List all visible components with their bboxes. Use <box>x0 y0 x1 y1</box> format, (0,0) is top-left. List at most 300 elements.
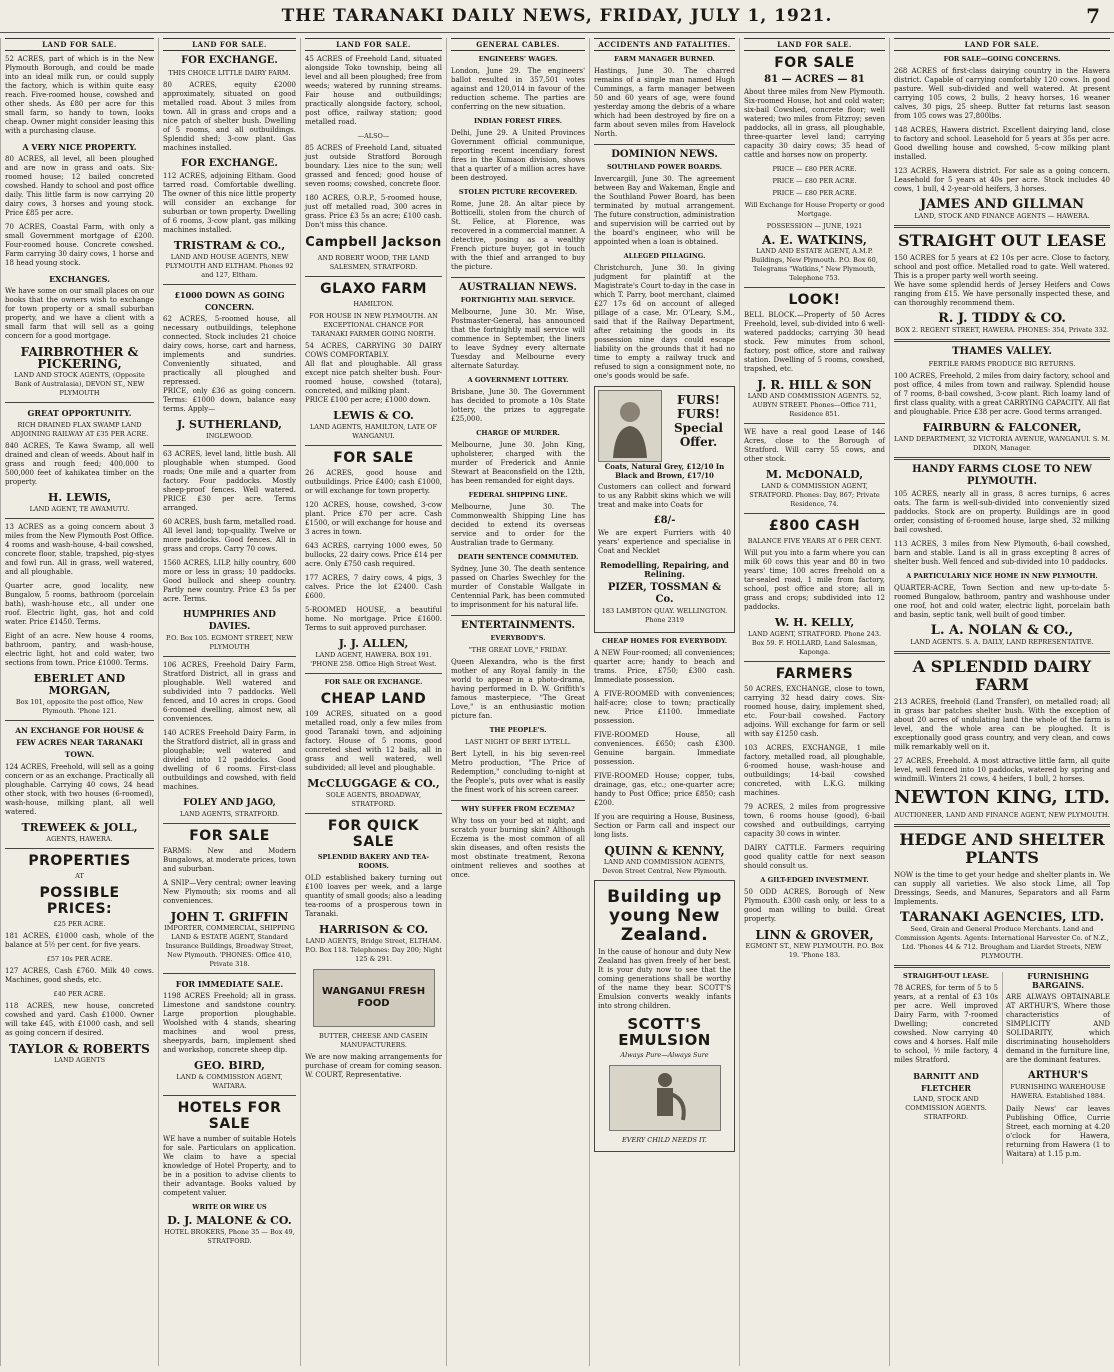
agent-address: LAND AND STOCK AGENTS, (Opposite Bank of Australasia), DEVON ST., NEW PLYMOUTH <box>14 371 145 397</box>
lease-ad <box>894 972 998 1164</box>
divider <box>894 457 1110 460</box>
ad-heading: 81 — ACRES — 81 <box>764 74 865 85</box>
section-heading: AUSTRALIAN NEWS. <box>459 282 577 293</box>
classified-ad <box>744 549 885 612</box>
ad-text: 70 ACRES, Coastal Farm, with only a small Government mortgage of £200. Four-roomed house. Concrete cowshed. Farm carrying 30 dairy cows, 1 horse and 18 head young stock. <box>5 223 154 267</box>
section-heading: £800 CASH <box>768 518 861 534</box>
classified-ad <box>163 992 296 1055</box>
ad-footer: EVERY CHILD NEEDS IT. <box>622 1136 707 1144</box>
agent-name: FAIRBROTHER & PICKERING, <box>20 345 139 371</box>
news-item <box>451 817 585 880</box>
fisherman-icon <box>635 1068 695 1128</box>
news-item <box>594 175 735 247</box>
bottom-ads-row <box>894 972 1110 1164</box>
section-heading: ENTERTAINMENTS. <box>460 620 576 631</box>
ad-text: 1198 ACRES Freehold; all in grass. Limestone and sandstone country. Large proportion ploughable. Woolshed with 4 stands, shearing machines and wool press, sheepyards, barn, implement shed and workshop, concrete sheep dip. <box>163 992 296 1054</box>
classified-ad <box>894 540 1110 567</box>
column-header: LAND FOR SALE. <box>305 38 442 51</box>
divider <box>451 277 585 278</box>
column-6 <box>739 38 889 1366</box>
ad-text: 112 ACRES, adjoining Eltham. Good tarred road. Comfortable dwelling. The owner of this nice little property will consider an exchange for suburban or town property. Dwelling of 6 rooms, 3-cow plant, gas milking machines installed. <box>163 172 296 234</box>
divider <box>894 225 1110 228</box>
section-heading: DOMINION NEWS. <box>611 149 718 160</box>
ad-subheading: HAMILTON. <box>353 300 394 308</box>
section-heading: LOOK! <box>788 292 841 308</box>
ad-subheading: FERTILE FARMS PRODUCE BIG RETURNS. <box>928 360 1076 368</box>
ad-text: 840 ACRES, Te Kawa Swamp, all well drained and clean of weeds. About half in grass and rough feed; 400,000 to 500,000 feet of kahikatea timber on the property. <box>5 442 154 486</box>
classified-ad <box>594 772 735 808</box>
divider <box>305 673 442 674</box>
agent-address: HOTEL BROKERS, Phone 35 — Box 49, STRATFORD. <box>164 1228 295 1245</box>
divider <box>5 848 154 849</box>
fisherman-illustration <box>609 1065 721 1131</box>
section-heading: FOR SALE <box>189 828 270 844</box>
ad-headline: Building up young New Zealand. <box>607 887 722 945</box>
classified-ad <box>5 582 154 627</box>
agent-name: ARTHUR'S <box>1027 1070 1089 1081</box>
agent-address: Box 101, opposite the post office, New Plymouth. 'Phone 121. <box>15 698 144 715</box>
ad-text: 5-ROOMED HOUSE, a beautiful home. No mortgage. Price £1600. Terms to suit approved purchaser. <box>305 606 442 632</box>
classified-ad <box>305 144 442 189</box>
ad-text: FARMS: New and Modern Bungalows, at moderate prices, town and suburban. <box>163 847 296 873</box>
classified-ad <box>163 1135 296 1198</box>
ad-text: 148 ACRES, Hawera district. Excellent dairying land, close to factory and school. Leasehold for 5 years at 35s per acre. Good dwelling house and cowshed, 5-cow milking plant installed. <box>894 126 1110 161</box>
ad-tagline: Always Pure—Always Sure <box>620 1051 709 1059</box>
news-heading: SOUTHLAND POWER BOARDS. <box>606 163 722 171</box>
agent-name: HARRISON & CO. <box>318 923 429 936</box>
portrait-icon <box>605 394 655 458</box>
ad-text: 27 ACRES, Freehold. A most attractive little farm, all quite level, well fenced into 10 paddocks, watered by spring and windmill. Winters 21 cows, 4 heifers, 1 bull, 2 horses. <box>894 757 1110 783</box>
ad-text: 123 ACRES, Hawera district. For sale as a going concern. Leasehold for 5 years at 40s per acre. Stock includes 40 cows, 1 bull, 4 2-year-old heifers, 3 horses. <box>894 167 1110 193</box>
news-heading: EVERYBODY'S. <box>490 634 546 642</box>
classified-ad <box>894 372 1110 417</box>
ad-text: 105 ACRES, nearly all in grass, 8 acres turnips, 6 acres oats. The farm is well-sub-divided into conveniently sized paddocks. Stock are on property. Buildings are in good order, consisting of 6-roomed house, large shed, 32 milking bail cowshed. <box>894 490 1110 534</box>
classified-ad <box>305 469 442 496</box>
news-text: Brisbane, June 30. The Government has decided to promote a 10s State lottery, the prizes to aggregate £25,000. <box>451 388 585 423</box>
price-heading: £40 PER ACRE. <box>53 990 106 998</box>
classified-ad <box>5 1002 154 1038</box>
classified-ad <box>5 632 154 668</box>
classified-ad <box>5 287 154 341</box>
news-item <box>451 388 585 424</box>
furnishing-ad <box>1002 972 1110 1164</box>
agent-name: FOLEY AND JAGO, <box>183 798 276 808</box>
classified-ad <box>5 155 154 218</box>
ad-text: 118 ACRES, new house, concreted cowshed and yard. Cash £1000. Owner will take £45, with £1000 cash, and sell as going concern if desired. <box>5 1002 154 1037</box>
agent-name: FAIRBURN & FALCONER, <box>922 421 1082 434</box>
classified-ad <box>894 984 998 1065</box>
classified-ad <box>5 523 154 577</box>
ad-text: 52 ACRES, part of which is in the New Plymouth Borough, and could be made into an ideal milk run, or could supply the factory, which is within quite easy reach. Five-roomed house, cowshed and other sheds. As £80 per acre for this small farm, so handy to town, looks cheap. Owner might consider leasing this with a purchasing clause. <box>5 55 154 135</box>
ad-text: 140 ACRES Freehold Dairy Farm, in the Stratford district, all in grass and ploughable; well watered and divided into 12 paddocks. Good dwelling of 6 rooms. First-class outbuildings and cowshed, with field machines. <box>163 729 296 791</box>
news-text: Invercargill, June 30. The agreement between Bay and Wakeman, Engle and the Southland Power Board, has been terminated by mutual arrangement. The future construction, administration and supervision will be carried out by the board's engineer, who will be appointed when a loan is obtained. <box>594 175 735 246</box>
agent-name: A. E. WATKINS, <box>762 233 867 247</box>
ad-text: 13 ACRES as a going concern about 3 miles from the New Plymouth Post Office. 4 rooms and wash-house, 4-bail cowshed, concrete floor, stable, trapshed, pig-styes and fowl run. All in grass, well watered, and all ploughable. <box>5 523 154 576</box>
lady-in-fur-illustration <box>598 390 662 462</box>
column-header: LAND FOR SALE. <box>744 38 885 51</box>
classified-ad <box>305 710 442 773</box>
agent-address: IMPORTER, COMMERCIAL, SHIPPING LAND & ESTATE AGENT, Standard Insurance Buildings, Broadway Street, New Plymouth. 'PHONES: Office 410, Private 318. <box>164 924 295 968</box>
ad-text: 80 ACRES, equity £2000 approximately, situated on good metalled road. About 3 miles from town. All in grass and crops and a nice patch of shelter bush. Dwelling of 5 rooms, and all outbuildings. Splendid shed; 3-cow plant. Gas machines installed. <box>163 81 296 152</box>
news-text: Bert Lytell, in his big seven-reel Metro production, "The Price of Redemption," concluding to-night at the People's, puts over what is easily the finest work of his screen career. <box>451 750 585 794</box>
section-heading: FOR SALE <box>774 55 855 71</box>
section-heading: FOR EXCHANGE. <box>181 55 278 66</box>
classified-ad <box>894 871 1110 907</box>
column-header: LAND FOR SALE. <box>5 38 154 51</box>
agent-name: TAYLOR & ROBERTS <box>9 1042 150 1056</box>
section-heading: PROPERTIES <box>28 853 131 869</box>
news-text: Melbourne, June 30. The Commonwealth Shipping Line has decided to extend its overseas service and to order for the Australian trade to Germany. <box>451 503 585 547</box>
agent-address: LAND, STOCK AND FINANCE AGENTS — HAWERA. <box>914 212 1090 220</box>
classified-ad <box>594 813 735 840</box>
ad-text: FIVE-ROOMED House; copper, tubs, drainage, gas, etc.; one-quarter acre; handy to Post Office; price £850; cash £200. <box>594 772 735 807</box>
ad-text: If you are requiring a House, Business, Section or Farm call and inspect our long lists. <box>594 813 735 839</box>
logo-text: WANGANUI FRESH FOOD <box>321 986 426 1009</box>
ad-text: WE have a number of suitable Hotels for sale. Particulars on application. We claim to have a special knowledge of Hotel Property, and to be in a position to advise clients to their advantage. Books valued by competent valuer. <box>163 1135 296 1197</box>
classified-ad <box>163 559 296 604</box>
ad-text: OLD established bakery turning out £100 loaves per week, and a large quantity of small goods; also a leading tea-rooms of a prosperous town in Taranaki. <box>305 874 442 918</box>
price-heading: £8/- <box>653 515 676 526</box>
ad-subheading: BALANCE FIVE YEARS AT 6 PER CENT. <box>747 537 882 545</box>
ad-text: 213 ACRES, freehold (Land Transfer), on metalled road; all in grass bar patches shelter bush. With the exception of about 20 acres of undulating land the whole of the farm is level, and the whole area can be ploughed. It is exceptionally good grass country, and very clean, and cows milk remarkably well on it. <box>894 698 1110 751</box>
ad-heading: EXCHANGES. <box>49 274 110 284</box>
classified-ad <box>305 574 442 601</box>
agent-address: LAND AND ESTATE AGENT, A.M.P. Buildings, New Plymouth. P.O. Box 60, Telegrams "Watkins," New Plymouth, Telephone 753. <box>751 247 878 282</box>
divider <box>744 287 885 288</box>
classified-ad <box>894 126 1110 162</box>
column-3 <box>300 38 446 1366</box>
agent-address: 183 LAMBTON QUAY. WELLINGTON. Phone 2319 <box>601 607 728 624</box>
divider <box>163 823 296 824</box>
agent-address: LAND AGENT, TE AWAMUTU. <box>29 505 130 513</box>
classified-ad <box>894 254 1110 308</box>
news-heading: INDIAN FOREST FIRES. <box>473 117 563 125</box>
section-heading: POSSIBLE PRICES: <box>39 885 120 917</box>
ad-text: 45 ACRES of Freehold Land, situated alongside Toko township, being all level and all been ploughed; free from weeds; watered by running streams. Fair house and outbuildings; practically alongside factory, school, post office, railway station; good metalled road. <box>305 55 442 126</box>
news-item <box>451 441 585 486</box>
divider <box>894 824 1110 827</box>
ad-text: Quarter acre, good locality, new Bungalow, 5 rooms, bathroom (porcelain bath), wash-house etc., all under one roof. Electric light, gas, hot and cold water. Price £1450. Terms. <box>5 582 154 626</box>
news-heading: CHARGE OF MURDER. <box>476 429 560 437</box>
classified-ad <box>598 948 731 1011</box>
ad-text: 50 ACRES, EXCHANGE, close to town, carrying 32 head dairy cows. Six-roomed house, dairy, implement shed, etc. Four-bail cowshed. Factory adjoins. Will exchange for farm or sell with say £1250 cash. <box>744 685 885 738</box>
news-heading: ALLEGED PILLAGING. <box>623 252 706 260</box>
ad-subheading: BUTTER, CHEESE AND CASEIN MANUFACTURERS. <box>319 1032 428 1049</box>
news-heading: ENGINEERS' WAGES. <box>478 55 558 63</box>
classified-ad <box>163 879 296 906</box>
divider <box>744 423 885 424</box>
section-heading: GREAT OPPORTUNITY. <box>27 408 132 418</box>
ad-heading: A VERY NICE PROPERTY. <box>22 142 137 152</box>
classified-ad <box>5 442 154 487</box>
classified-ad <box>744 803 885 839</box>
classified-ad <box>5 763 154 817</box>
agent-address: LAND AGENTS, Bridge Street, ELTHAM. P.O. Box 118. Telephones: Day 200; Night 125 & 291. <box>305 937 442 963</box>
classified-ad <box>894 490 1110 535</box>
ad-text: In the cause of honour and duty New Zealand has given freely of her best. It is your duty now to see that the coming generations shall be worthy of the name they bear. SCOTT'S Emulsion converts weakly infants into strong children. <box>598 948 731 1010</box>
ad-subheading: THIS CHOICE LITTLE DAIRY FARM. <box>168 69 291 77</box>
news-text: London, June 29. The engineers' ballot resulted in 357,501 votes against and 120,014 in favour of the reduction scheme. The parties are conferring on the new situation. <box>451 67 585 111</box>
news-heading: LAST NIGHT OF BERT LYTELL. <box>465 738 571 746</box>
ad-text: We are now making arrangements for purchase of cream for coming season. W. COURT, Representative. <box>305 1053 442 1079</box>
agent-name: JOHN T. GRIFFIN <box>170 910 289 924</box>
news-text: Delhi, June 29. A United Provinces Government official communique, reporting recent incendiary forest fires in the Kumaon division, shows that a quarter of a million acres have been destroyed. <box>451 129 585 182</box>
classified-ad <box>744 311 885 374</box>
divider <box>163 1095 296 1096</box>
ad-text: 106 ACRES, Freehold Dairy Farm, Stratford District, all in grass and ploughable. Well watered and subdivided into 7 paddocks. Well fenced, and 10 acres in crops. Good 6-roomed dwelling, almost new, all conveniences. <box>163 661 296 723</box>
classified-ad <box>744 88 885 160</box>
agent-address: LAND AGENTS, STRATFORD. <box>179 810 280 818</box>
ad-text: 63 ACRES, level land, little bush. All ploughable when stumped. Good roads; One mile and a quarter from factory. Four paddocks. Mostly sheep-proof fences. Well watered. PRICE £30 per acre. Terms arranged. <box>163 450 296 512</box>
divider <box>594 144 735 145</box>
agent-name: HUMPHRIES AND DAVIES. <box>183 610 276 632</box>
divider <box>5 720 154 721</box>
agent-address: P.O. Box 105. EGMONT STREET, NEW PLYMOUTH <box>166 634 293 651</box>
column-7 <box>889 38 1114 1366</box>
section-heading: HANDY FARMS CLOSE TO NEW PLYMOUTH. <box>912 464 1092 487</box>
news-item <box>451 750 585 795</box>
classified-ad <box>594 649 735 685</box>
classified-ad <box>163 729 296 792</box>
brand-name: SCOTT'S EMULSION <box>618 1015 711 1049</box>
news-item <box>594 67 735 139</box>
news-item <box>594 264 735 381</box>
ad-text: 26 ACRES, good house and outbuildings. Price £400; cash £1000, or will exchange for town property. <box>305 469 442 495</box>
news-item <box>451 129 585 183</box>
ad-text: 268 ACRES of first-class dairying country in the Hawera district. Capable of carrying comfortably 120 cows. In good pasture. Well sub-divided and well watered. At present carrying 105 cows, 2 bulls, 2 heavy horses, 16 weaner calves, 30 pigs, 25 sheep. Butter fat returns last season from 105 cows was 27,800lbs. <box>894 67 1110 120</box>
ad-subheading: A PARTICULARLY NICE HOME IN NEW PLYMOUTH. <box>906 572 1098 580</box>
news-heading: A GOVERNMENT LOTTERY. <box>467 376 569 384</box>
agent-name: TRISTRAM & CO., <box>173 239 286 252</box>
news-heading: FARM MANAGER BURNED. <box>614 55 715 63</box>
ad-text: A SNIP—Very central; owner leaving New Plymouth; six rooms and all conveniences. <box>163 879 296 905</box>
newspaper-title: THE TARANAKI DAILY NEWS, FRIDAY, JULY 1, 1921. <box>281 6 833 26</box>
agent-name: JAMES AND GILLMAN <box>919 197 1085 212</box>
agent-name: L. A. NOLAN & CO., <box>930 623 1074 638</box>
ad-text: 643 ACRES, carrying 1000 ewes, 50 bullocks, 22 dairy cows. Price £14 per acre. Only £750 cash required. <box>305 542 442 568</box>
agent-address: INGLEWOOD. <box>206 432 253 440</box>
classified-ad <box>305 55 442 127</box>
news-item <box>451 565 585 610</box>
classified-ad <box>598 483 731 510</box>
column-header: LAND FOR SALE. <box>894 38 1110 51</box>
news-item <box>451 200 585 272</box>
section-heading: AN EXCHANGE FOR HOUSE & FEW ACRES NEAR TARANAKI TOWN. <box>15 726 144 759</box>
column-header: GENERAL CABLES. <box>451 38 585 51</box>
classified-ad <box>163 661 296 724</box>
ad-text: 1560 ACRES, LILP, hilly country, 600 more or less in grass; 10 paddocks. Good bullock and sheep country. Partly new country. Price £3 5s per acre. Terms. <box>163 559 296 603</box>
agent-name: M. McDONALD, <box>765 468 864 481</box>
news-heading: "THE GREAT LOVE," FRIDAY. <box>468 646 568 654</box>
section-heading: GLAXO FARM <box>320 281 427 297</box>
ad-text: BELL BLOCK.—Property of 50 Acres Freehold, level, sub-divided into 6 well-watered paddocks; carrying 30 head stock. Few minutes from school, factory, post office, store and railway station. Dwelling of 5 rooms, cowshed, trapshed, etc. <box>744 311 885 373</box>
price-line: PRICE — £80 PER ACRE. <box>772 165 857 173</box>
ad-subheading: Remodelling, Repairing, and Relining. <box>600 560 729 579</box>
classified-ad <box>744 428 885 464</box>
news-text: Melbourne, June 30. John King, upholsterer, charged with the murder of Frederick and Annie Stewart at Beaconsfield on the 12th, has been remanded for eight days. <box>451 441 585 485</box>
section-heading: CHEAP HOMES FOR EVERYBODY. <box>601 637 728 645</box>
classified-ad <box>894 67 1110 121</box>
ad-text: About three miles from New Plymouth. Six-roomed House, hot and cold water; six-bail Cowshed, concrete floor; well watered; two miles from Fitzroy; seven paddocks, all in grass, all ploughable, three-quarter level land; carrying capacity 30 dairy cows; 35 head of cattle and horses now on property. <box>744 88 885 159</box>
classified-ad <box>1006 1105 1110 1159</box>
divider <box>744 513 885 514</box>
classified-ad <box>163 450 296 513</box>
classified-ad <box>1006 993 1110 1065</box>
ad-text: 80 ACRES, all level, all been ploughed and are now in grass and oats. Six-roomed house; 12 bailed concreted cowshed. Handy to school and post office daily. This little farm is now carrying 20 dairy cows, 3 horses and young stock. Price £85 per acre. <box>5 155 154 217</box>
column-4 <box>446 38 589 1366</box>
classified-ad <box>163 172 296 235</box>
classified-ad <box>163 518 296 554</box>
agent-address: EGMONT ST., NEW PLYMOUTH. P.O. Box 19. 'Phone 183. <box>745 942 884 959</box>
news-heading: FEDERAL SHIPPING LINE. <box>468 491 568 499</box>
agent-name: TREWEEK & JOLL, <box>21 821 138 834</box>
column-2 <box>158 38 300 1366</box>
ad-text: 62 ACRES, 5-roomed house, all necessary outbuildings, telephone connected. Stock includes 21 choice dairy cows, horse, cart and harness, implements and sundries. Conveniently situated, and practically all ploughed and repressed. <box>163 315 296 386</box>
agent-name: PIZER, TOSSMAN & Co. <box>607 582 722 605</box>
price-line: PRICE — £80 PER ACRE. <box>772 189 857 197</box>
classified-ad <box>305 342 442 405</box>
classified-ad <box>894 757 1110 784</box>
agent-address: AGENTS, HAWERA. <box>46 835 113 843</box>
agent-name: J. J. ALLEN, <box>338 637 409 650</box>
ad-note: Will Exchange for House Property or good Mortgage. <box>744 201 885 218</box>
agent-name: McCLUGGAGE & CO., <box>307 777 440 790</box>
classified-ad <box>305 874 442 919</box>
ad-text: Customers can collect and forward to us any Rabbit skins which we will treat and make into Coats for <box>598 483 731 509</box>
ad-text: 113 ACRES, 3 miles from New Plymouth, 6-bail cowshed, barn and stable. Land is all in grass excepting 8 acres of shelter bush. Well fenced and sub-divided into 10 paddocks. <box>894 540 1110 566</box>
news-heading: DEATH SENTENCE COMMUTED. <box>457 553 579 561</box>
classified-ad <box>163 315 296 414</box>
butter-logo <box>313 969 435 1027</box>
agent-address: AND ROBERT WOOD, THE LAND SALESMEN, STRATFORD. <box>317 254 430 271</box>
classified-ad <box>5 967 154 985</box>
ad-text: Will put you into a farm where you can milk 60 cows this year and 80 in two years' time; 100 acres freehold on a tar-sealed road, 1 mile from factory, school, post office and store; all in grass and crops; subdivided into 12 paddocks. <box>744 549 885 611</box>
ad-text: DAIRY CATTLE. Farmers requiring good quality cattle for next season should consult us. <box>744 844 885 870</box>
classified-ad <box>305 542 442 569</box>
section-heading: A SPLENDID DAIRY FARM <box>912 657 1092 694</box>
classified-ad <box>305 606 442 633</box>
classified-ad <box>744 744 885 798</box>
ad-text: 85 ACRES of Freehold Land, situated just outside Stratford Borough boundary. Lies nice to the sun; well grassed and fenced; good house of seven rooms; cowshed, concrete floor. <box>305 144 442 188</box>
ad-text: 79 ACRES, 2 miles from progressive town, 6 rooms house (good), 6-bail cowshed and outbuildings, carrying capacity 30 cows in winter. <box>744 803 885 838</box>
classified-ad <box>5 55 154 136</box>
section-heading: AT <box>75 872 84 880</box>
column-1 <box>0 38 158 1366</box>
ad-subheading: SPLENDID BAKERY AND TEA-ROOMS. <box>317 853 430 870</box>
page-number: 7 <box>1086 4 1100 28</box>
agent-address: LAND, STOCK AND COMMISSION AGENTS. STRATFORD. <box>905 1095 987 1121</box>
agent-name: R. J. TIDDY & CO. <box>938 311 1066 326</box>
ad-text: 181 ACRES, £1000 cash, whole of the balance at 5½ per cent. for five years. <box>5 932 154 949</box>
classified-ad <box>5 932 154 950</box>
ad-text: FIVE-ROOMED House, all conveniences. £650; cash £300. Genuine bargain. Immediate possession. <box>594 731 735 766</box>
classified-ad <box>5 223 154 268</box>
classified-ad <box>305 1053 442 1080</box>
possession-line: POSSESSION — JUNE, 1921 <box>766 222 863 230</box>
ad-text: 150 ACRES for 5 years at £2 10s per acre. Close to factory, school and post office. Metalled road to gate. Well watered. This is a proper party well worth seeing. <box>894 254 1110 280</box>
classified-ad <box>744 844 885 871</box>
agent-address: LAND DEPARTMENT, 32 VICTORIA AVENUE, WANGANUI. S. M. DIXON, Manager. <box>894 435 1110 452</box>
agent-name: TARANAKI AGENCIES, LTD. <box>899 910 1105 925</box>
section-heading: FOR SALE—GOING CONCERNS. <box>943 55 1061 63</box>
classified-ad <box>305 501 442 537</box>
column-5 <box>589 38 739 1366</box>
divider <box>305 813 442 814</box>
section-heading: FARMERS <box>775 666 854 682</box>
news-heading: FORTNIGHTLY MAIL SERVICE. <box>460 296 576 304</box>
news-text: Queen Alexandra, who is the first mother of any Royal family in the world to appear in a photo-drama, having performed in D. W. Griffith's famous masterpiece, "The Great Love," is an enthusiastic motion picture fan. <box>451 658 585 720</box>
agent-address: LAND AGENT, HAWERA. BOX 191. 'PHONE 258. Office High Street West. <box>310 651 437 668</box>
divider <box>894 339 1110 342</box>
ad-text: A FIVE-ROOMED with conveniences; half-acre; close to town; practically new. Price £1100. Immediate possession. <box>594 690 735 725</box>
ad-text: 78 ACRES, for term of 5 to 5 years, at a rental of £3 10s per acre. Well improved Dairy Farm, with 7-roomed Dwelling; concreted cowshed. Now carrying 40 cows and 4 horses. Half mile to school, ½ mile factory, 4 miles Stratford. <box>894 984 998 1064</box>
agent-address: LAND AGENTS. S. A. DAILY, LAND REPRESENTATIVE. <box>910 638 1094 646</box>
classified-ad <box>163 847 296 874</box>
ad-text: PRICE £100 per acre; £1000 down. <box>305 396 431 404</box>
news-heading: THE PEOPLE'S. <box>489 726 547 734</box>
agent-address: LAND AND HOUSE AGENTS, NEW PLYMOUTH AND ELTHAM. Phones 92 and 127, Eltham. <box>165 253 294 279</box>
classified-ad <box>163 81 296 153</box>
classified-ad <box>594 690 735 726</box>
divider <box>894 965 1110 968</box>
ad-text: 124 ACRES, Freehold, will sell as a going concern or as an exchange. Practically all ploughable. Carrying 40 cows, 24 head other stock, with two houses (6-roomed), wash-house, milking plant, all well watered. <box>5 763 154 816</box>
ad-subheading: RICH DRAINED FLAX SWAMP LAND ADJOINING RAILWAY AT £35 PER ACRE. <box>10 421 149 438</box>
news-item <box>451 67 585 112</box>
news-text: Sydney, June 30. The death sentence passed on Charles Swechley for the murder of Constable Wallgate in Centennial Park, has been commuted to imprisonment for his natural life. <box>451 565 585 609</box>
price-heading: £25 PER ACRE. <box>53 920 106 928</box>
agent-address: LAND AND COMMISSION AGENTS. 52, AUBYN STREET. Phones—Office 711, Residence 851. <box>747 392 882 418</box>
classified-ad <box>594 731 735 767</box>
section-heading: CHEAP LAND <box>320 691 427 707</box>
divider <box>5 402 154 403</box>
agent-address: BOX 2. REGENT STREET, HAWERA. PHONES: 354, Private 332. <box>895 326 1109 334</box>
agent-name: J. SUTHERLAND, <box>177 418 282 431</box>
ad-text: 109 ACRES, situated on a good metalled road, only a few miles from good Taranaki town, and adjoining factory. House of 5 rooms, good concreted shed with 12 bails, all in grass and well watered, well subdivided; all level and ploughable. <box>305 710 442 772</box>
price-line: PRICE — £80 PER ACRE. <box>772 177 857 185</box>
agent-name: BARNITT AND FLETCHER <box>913 1071 979 1093</box>
ad-subheading: —ALSO— <box>357 132 390 140</box>
ad-subheading: WRITE OR WIRE US <box>192 1203 267 1211</box>
divider <box>744 661 885 662</box>
news-text: Why toss on your bed at night, and scratch your burning skin? Although Eczema is the most common of all skin diseases, and often resists the most obstinate treatment, Rexona ointment relieves and soothes at once. <box>451 817 585 879</box>
agent-address: LAND & COMMISSION AGENT, STRATFORD. Phones: Day, 867; Private Residence, 74. <box>749 482 880 508</box>
divider <box>163 656 296 657</box>
news-text: Hastings, June 30. The charred remains of a single man named Hugh Cummings, a farm manager between 50 and 60 years of age, were found yesterday among the debris of a whare which had been destroyed by fire on a farm about seven miles from Havelock North. <box>594 67 735 138</box>
furs-advertisement <box>594 386 735 633</box>
divider <box>451 800 585 801</box>
ad-heading: STRAIGHT-OUT LEASE. <box>902 972 990 980</box>
column-header: ACCIDENTS AND FATALITIES. <box>594 38 735 51</box>
divider <box>305 445 442 446</box>
price-heading: £57 10s PER ACRE. <box>46 955 113 963</box>
agent-address: SOLE AGENTS, BROADWAY, STRATFORD. <box>325 791 422 808</box>
classified-ad <box>894 584 1110 620</box>
ad-text: We have some on our small places on our books that the owners wish to exchange for town property or a small suburban property, and we have a client with a small farm that will sell as a going concern for a good mortgage. <box>5 287 154 340</box>
ad-text: QUARTER-ACRE, Town Section and new up-to-date 5-roomed Bungalow, bathroom, pantry and washhouse under one roof, hot and cold water, electric light, porcelain bath and basin, septic tank, well built of good timber. <box>894 584 1110 619</box>
ad-heading: FURS! FURS! Special Offer. <box>674 393 723 449</box>
divider <box>894 651 1110 654</box>
classified-ad <box>305 194 442 230</box>
agent-address: LAND AGENT, STRATFORD. Phone 243. Box 59. F. HOLLARD, Land Salesman, Kaponga. <box>747 630 882 656</box>
ad-text: All flat and ploughable. All grass except nice patch shelter bush. Four-roomed house, cowshed (totara), concreted, and milking plant. <box>305 360 442 395</box>
ad-text: 50 ODD ACRES, Borough of New Plymouth. £300 cash only, or less to a good man willing to build. Great property. <box>744 888 885 923</box>
section-heading: HEDGE AND SHELTER PLANTS <box>899 830 1105 867</box>
divider <box>305 276 442 277</box>
agent-name: J. R. HILL & SON <box>757 378 872 392</box>
classified-ad <box>598 529 731 556</box>
agent-name: LINN & GROVER, <box>755 928 874 942</box>
section-heading: STRAIGHT OUT LEASE <box>898 231 1106 250</box>
